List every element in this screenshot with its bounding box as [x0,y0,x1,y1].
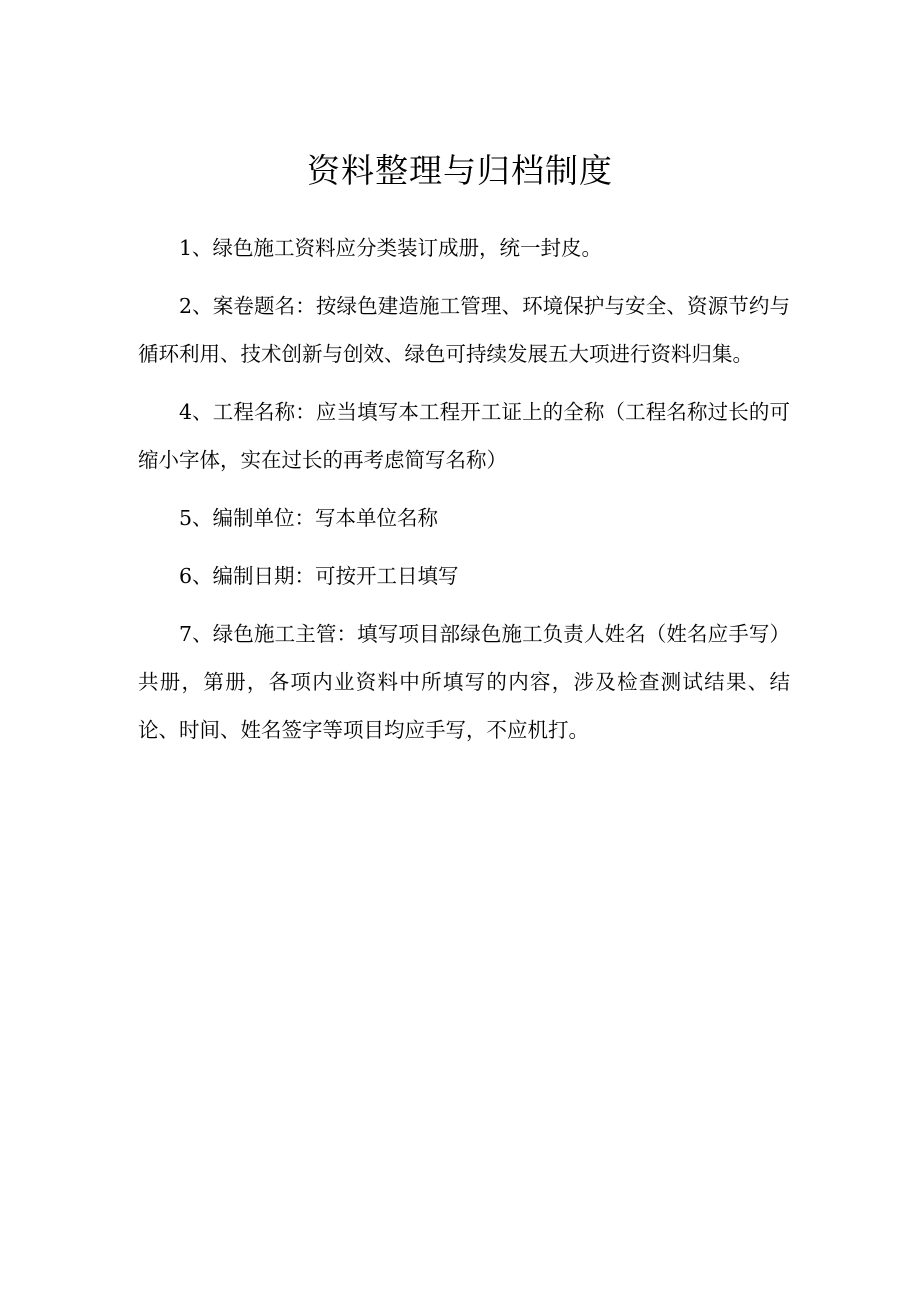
document-title: 资料整理与归档制度 [307,151,613,190]
paragraph-2: 2、案卷题名：按绿色建造施工管理、环境保护与安全、资源节约与循环利用、技术创新与创效、绿色可持续发展五大项进行资料归集。 [138,294,790,366]
paragraph-1: 1、绿色施工资料应分类装订成册，统一封皮。 [179,236,603,260]
paragraph-4: 4、工程名称：应当填写本工程开工证上的全称（工程名称过长的可缩小字体，实在过长的再考虑简写名称） [138,400,790,472]
paragraph-7: 7、绿色施工主管：填写项目部绿色施工负责人姓名（姓名应手写）共册，第册，各项内业资料中所填写的内容，涉及检查测试结果、结论、时间、姓名签字等项目均应手写，不应机打。 [138,622,790,742]
paragraph-6: 6、编制日期：可按开工日填写 [179,564,459,588]
document-body [138,224,790,764]
paragraph-5: 5、编制单位：写本单位名称 [179,506,439,530]
